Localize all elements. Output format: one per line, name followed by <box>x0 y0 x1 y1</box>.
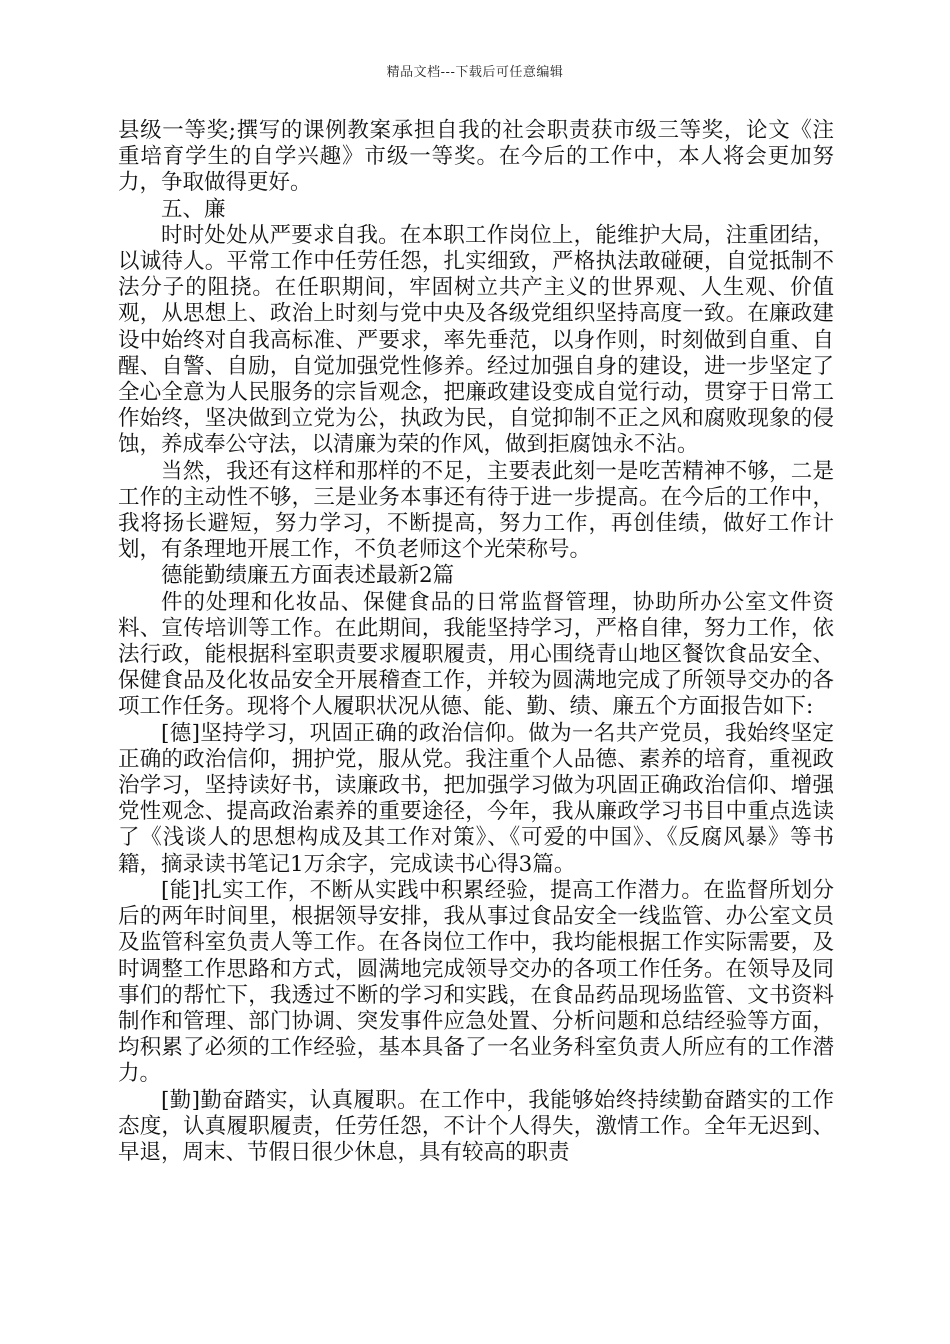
paragraph-4: 当然，我还有这样和那样的不足，主要表此刻一是吃苦精神不够，二是工作的主动性不够，三是业务本事还有待于进一步提高。在今后的工作中，我将扬长避短，努力学习，不断提高，努力工作，再创佳绩，做好工作计划，有条理地开展工作，不负老师这个光荣称号。 <box>118 458 834 563</box>
page-header: 精品文档---下载后可任意编辑 <box>386 65 564 80</box>
document-body <box>118 118 834 1166</box>
section-heading-lian: 五、廉 <box>161 196 226 222</box>
paragraph-1: 县级一等奖;撰写的课例教案承担自我的社会职责获市级三等奖，论文《注重培育学生的自学兴趣》市级一等奖。在今后的工作中，本人将会更加努力，争取做得更好。 <box>118 118 834 196</box>
paragraph-3: 时时处处从严要求自我。在本职工作岗位上，能维护大局，注重团结，以诚待人。平常工作中任劳任怨，扎实细致，严格执法敢碰硬，自觉抵制不法分子的阻挠。在任职期间，牢固树立共产主义的世界观、人生观、价值观，从思想上、政治上时刻与党中央及各级党组织坚持高度一致。在廉政建设中始终对自我高标准、严要求，率先垂范，以身作则，时刻做到自重、自醒、自警、自励，自觉加强党性修养。经过加强自身的建设，进一步坚定了全心全意为人民服务的宗旨观念，把廉政建设变成自觉行动，贯穿于日常工作始终，坚决做到立党为公，执政为民，自觉抑制不正之风和腐败现象的侵蚀，养成奉公守法，以清廉为荣的作风，做到拒腐蚀永不沾。 <box>118 222 834 458</box>
article-title: 德能勤绩廉五方面表述最新2篇 <box>161 563 455 589</box>
paragraph-6: 件的处理和化妆品、保健食品的日常监督管理，协助所办公室文件资料、宣传培训等工作。在此期间，我能坚持学习，严格自律，努力工作，依法行政，能根据科室职责要求履职履责，用心围绕青山地区餐饮食品安全、保健食品及化妆品安全开展稽查工作，并较为圆满地完成了所领导交办的各项工作任务。现将个人履职状况从德、能、勤、绩、廉五个方面报告如下: <box>118 589 834 720</box>
paragraph-qin: [勤]勤奋踏实，认真履职。在工作中，我能够始终持续勤奋踏实的工作态度，认真履职履责，任劳任怨，不计个人得失，激情工作。全年无迟到、早退，周末、节假日很少休息，具有较高的职责 <box>118 1087 834 1165</box>
paragraph-neng: [能]扎实工作，不断从实践中积累经验，提高工作潜力。在监督所划分后的两年时间里，根据领导安排，我从事过食品安全一线监管、办公室文员及监管科室负责人等工作。在各岗位工作中，我均能根据工作实际需要，及时调整工作思路和方式，圆满地完成领导交办的各项工作任务。在领导及同事们的帮忙下，我透过不断的学习和实践，在食品药品现场监管、文书资料制作和管理、部门协调、突发事件应急处置、分析问题和总结经验等方面，均积累了必须的工作经验，基本具备了一名业务科室负责人所应有的工作潜力。 <box>118 877 834 1087</box>
paragraph-de: [德]坚持学习，巩固正确的政治信仰。做为一名共产党员，我始终坚定正确的政治信仰，拥护党，服从党。我注重个人品德、素养的培育，重视政治学习，坚持读好书，读廉政书，把加强学习做为巩固正确政治信仰、增强党性观念、提高政治素养的重要途径，今年，我从廉政学习书目中重点选读了《浅谈人的思想构成及其工作对策》、《可爱的中国》、《反腐风暴》等书籍，摘录读书笔记1万余字，完成读书心得3篇。 <box>118 720 834 877</box>
